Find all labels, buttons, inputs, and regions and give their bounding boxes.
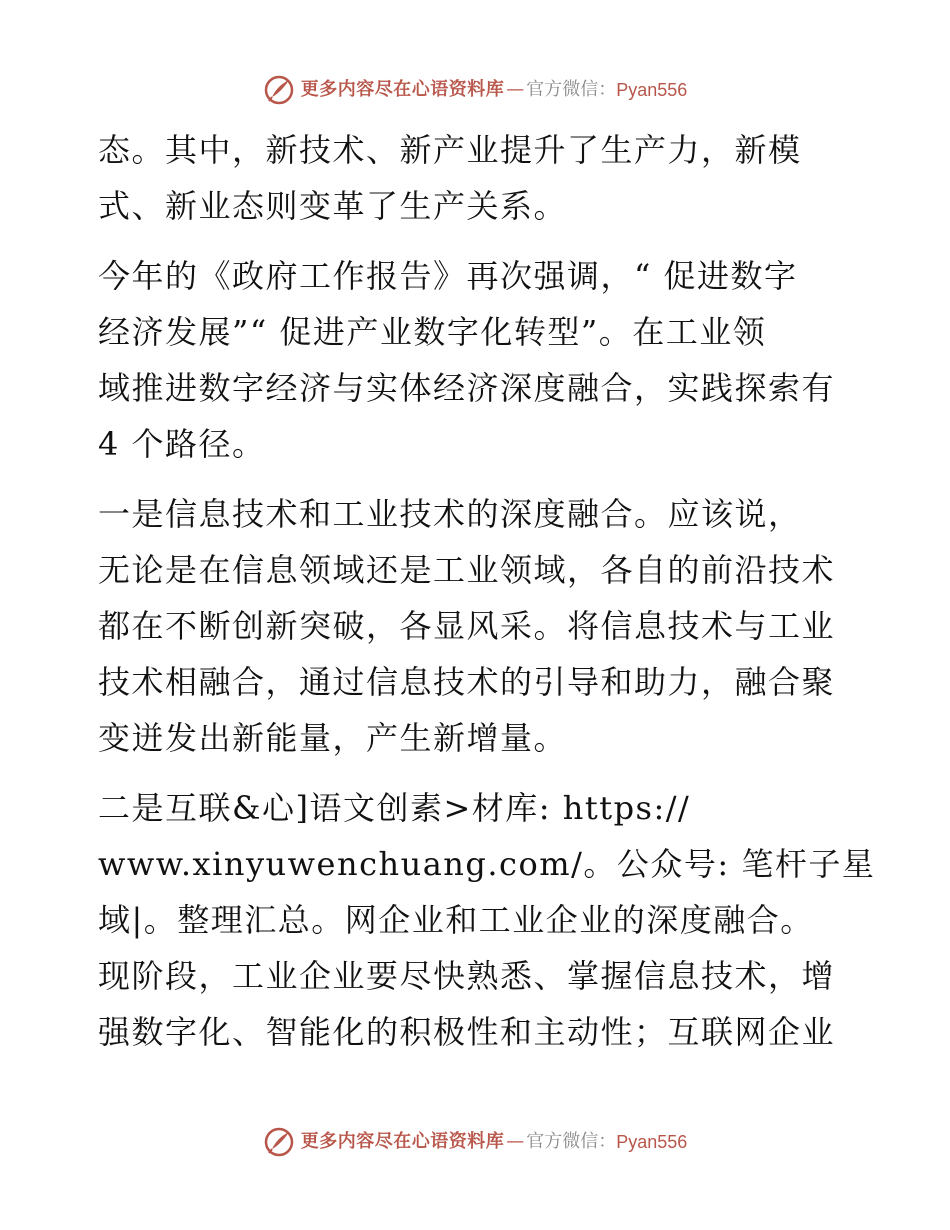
text-line: 二是互联&心]语文创素>材库: https:// (98, 789, 691, 827)
text-line: 域推进数字经济与实体经济深度融合，实践探索有 (98, 369, 836, 407)
document-body (98, 122, 876, 1060)
watermark-wechat-id: Pyan556 (616, 80, 688, 100)
paragraph-3 (98, 486, 858, 766)
text-line: 一是信息技术和工业技术的深度融合。应该说， (98, 495, 802, 533)
text-line: 技术相融合，通过信息技术的引导和助力，融合聚 (98, 663, 836, 701)
footer-watermark (0, 1126, 950, 1158)
text-line: 强数字化、智能化的积极性和主动性；互联网企业 (98, 1013, 836, 1051)
watermark-wechat-id: Pyan556 (616, 1132, 688, 1152)
text-line: 态。其中，新技术、新产业提升了生产力，新模 (98, 131, 802, 169)
paragraph-1 (98, 122, 858, 234)
text-line: 域|。整理汇总。网企业和工业企业的深度融合。 (98, 901, 814, 939)
text-line: www.xinyuwenchuang.com/。公众号: 笔杆子星 (98, 845, 876, 883)
watermark-label: 官方微信： (526, 79, 617, 100)
watermark-text: 更多内容尽在心语资料库 (300, 1131, 505, 1152)
text-line: 式、新业态则变革了生产关系。 (98, 187, 568, 225)
text-line: 无论是在信息领域还是工业领域，各自的前沿技术 (98, 551, 836, 589)
text-line: 现阶段，工业企业要尽快熟悉、掌握信息技术，增 (98, 957, 836, 995)
text-line: 经济发展”“ 促进产业数字化转型”。在工业领 (98, 313, 767, 351)
quill-logo-icon (263, 1126, 295, 1158)
text-line: 今年的《政府工作报告》再次强调，“ 促进数字 (98, 257, 798, 295)
text-line: 变迸发出新能量，产生新增量。 (98, 719, 568, 757)
watermark-text: 更多内容尽在心语资料库 (300, 79, 505, 100)
paragraph-2 (98, 248, 858, 472)
quill-logo-icon (263, 74, 295, 106)
header-watermark (0, 74, 950, 106)
paragraph-4 (98, 780, 876, 1060)
watermark-dash: — (506, 79, 525, 100)
watermark-dash: — (506, 1131, 525, 1152)
text-line: 4 个路径。 (98, 425, 266, 463)
text-line: 都在不断创新突破，各显风采。将信息技术与工业 (98, 607, 836, 645)
watermark-label: 官方微信： (526, 1131, 617, 1152)
